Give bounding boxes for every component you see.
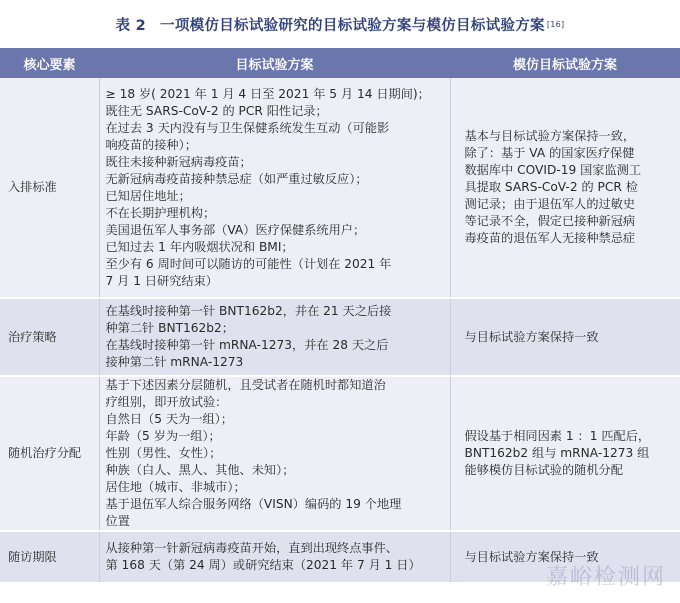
target-trial-cell [99, 78, 450, 298]
mimic-trial-cell [450, 78, 680, 298]
target-trial-cell [99, 298, 450, 376]
cell-text-line: 年龄（5 岁为一组）； [105, 429, 221, 443]
cell-text-line: 基本与目标试验方案保持一致， [464, 129, 636, 143]
cell-text-line: 7 月 1 日研究结束） [105, 273, 218, 288]
cell-text-line: 在过去 3 天内没有与卫生保健系统发生互动（可能影 [105, 120, 390, 135]
cell-text-line: 疗组别，即开放试验： [105, 395, 228, 409]
mimic-trial-cell [450, 376, 680, 531]
cell-text-line: 响疫苗的接种）； [105, 137, 197, 152]
cell-text-line: 至少有 6 周时间可以随访的可能性（计划在 2021 年 [105, 256, 392, 271]
cell-text-line: 种族（白人、黑人、其他、未知）； [105, 463, 295, 477]
target-trial-cell [99, 531, 450, 583]
cell-text-line: 居住地（城市、非城市）； [105, 480, 246, 494]
cell-text-line: 能够模仿目标试验的随机分配 [464, 463, 623, 477]
core-element-cell: 治疗策略 [0, 298, 99, 376]
cell-text-line: 具提取 SARS-CoV-2 的 PCR 检 [464, 180, 638, 194]
cell-text-line: 测记录；由于退伍军人的过敏史 [464, 197, 636, 211]
cell-text-line: 已知居住地址； [105, 188, 191, 203]
cell-text-line: 从接种第一针新冠病毒疫苗开始，直到出现终点事件、 [105, 541, 398, 555]
table-row [0, 78, 680, 298]
cell-text-line: 已知过去 1 年内吸烟状况和 BMI； [105, 239, 294, 254]
core-element-cell: 随访期限 [0, 531, 99, 583]
cell-text-line: 毒疫苗的退伍军人无接种禁忌症 [464, 231, 636, 245]
cell-text-line: 接种第二针 mRNA-1273 [105, 355, 244, 369]
cell-text-line: 既往未接种新冠病毒疫苗； [105, 154, 252, 169]
target-trial-cell [99, 376, 450, 531]
mimic-trial-cell [450, 298, 680, 376]
core-element-cell: 随机治疗分配 [0, 376, 99, 531]
core-element-cell: 入排标准 [0, 78, 99, 298]
header-row [0, 48, 680, 78]
cell-text-line: 除了：基于 VA 的国家医疗保健 [464, 146, 635, 160]
cell-text-line: 基于下述因素分层随机，且受试者在随机时都知道治 [105, 378, 386, 392]
header-core-element: 核心要素 [0, 48, 99, 78]
cell-text-line: 性别（男性、女性）； [105, 446, 222, 460]
cell-text-line: BNT162b2 组与 mRNA-1273 组 [464, 446, 650, 460]
cell-text-line: 第 168 天（第 24 周）或研究结束（2021 年 7 月 1 日） [105, 558, 421, 572]
cell-text-line: 既往无 SARS-CoV-2 的 PCR 阳性记录； [105, 103, 328, 118]
cell-text-line: 与目标试验方案保持一致 [464, 549, 599, 564]
cell-text-line: 在基线时接种第一针 BNT162b2，并在 21 天之后接 [105, 304, 392, 318]
cell-text-line: 位置 [105, 514, 130, 528]
table-title: 一项模仿目标试验研究的目标试验方案与模仿目标试验方案 [160, 17, 545, 34]
citation-ref: [16] [546, 19, 565, 29]
trial-comparison-table [0, 48, 680, 584]
cell-text-line: ≥ 18 岁( 2021 年 1 月 4 日至 2021 年 5 月 14 日期间)； [105, 86, 430, 101]
cell-text-line: 自然日（5 天为一组）； [105, 412, 233, 426]
cell-text-line: 等记录不全，假定已接种新冠病 [464, 214, 636, 228]
watermark-logo: 嘉峪检测网 [545, 565, 666, 590]
cell-text-line: 数据库中 COVID-19 国家监测工 [464, 163, 642, 177]
table-number: 表 2 [115, 17, 147, 34]
cell-text-line: 美国退伍军人事务部（VA）医疗保健系统用户； [105, 222, 366, 237]
cell-text-line: 无新冠病毒疫苗接种禁忌症（如严重过敏反应）； [105, 171, 368, 186]
header-target-trial: 目标试验方案 [99, 48, 450, 78]
cell-text-line: 与目标试验方案保持一致 [464, 329, 599, 344]
header-mimic-trial: 模仿目标试验方案 [450, 48, 680, 78]
table-row [0, 376, 680, 531]
cell-text-line: 在基线时接种第一针 mRNA-1273，并在 28 天之后 [105, 338, 389, 352]
cell-text-line: 基于退伍军人综合服务网络（VISN）编码的 19 个地理 [105, 497, 402, 511]
cell-text-line: 不在长期护理机构； [105, 205, 216, 220]
table-row [0, 298, 680, 376]
cell-text-line: 种第二针 BNT162b2； [105, 321, 234, 335]
cell-text-line: 假设基于相同因素 1 ：1 匹配后， [464, 429, 651, 443]
table-caption [0, 0, 680, 48]
